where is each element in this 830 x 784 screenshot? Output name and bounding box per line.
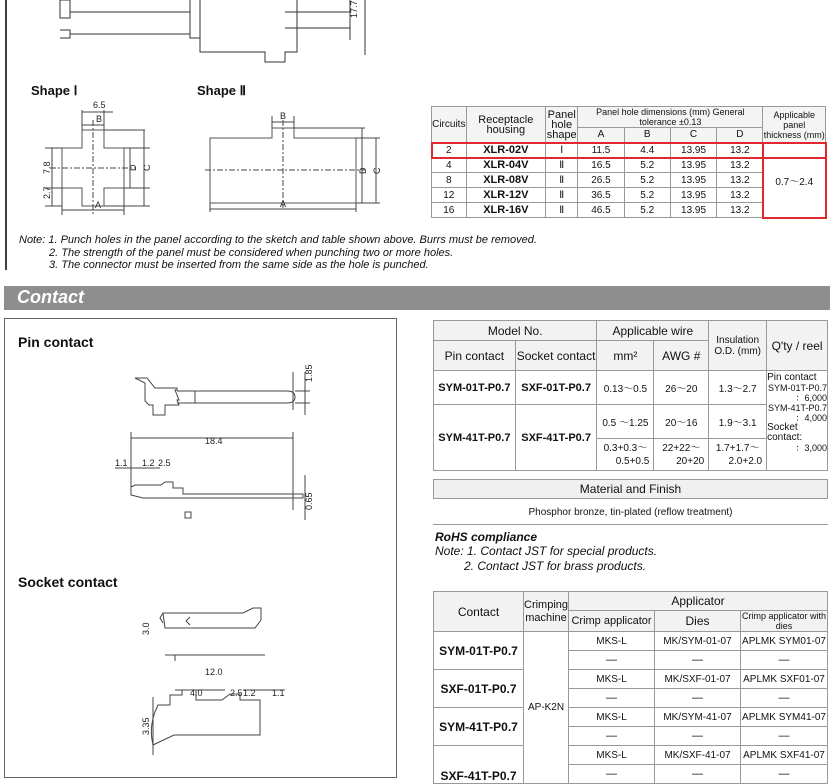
table-cell <box>709 439 767 471</box>
socket-contact-title: Socket contact <box>18 574 118 590</box>
dimension-label: 18.4 <box>205 436 223 446</box>
table-cell: SXF-01T-P0.7 <box>515 371 597 405</box>
table-cell: 13.95 <box>670 173 716 188</box>
table-cell: XLR-08V <box>466 173 546 188</box>
pin-contact-title: Pin contact <box>18 334 94 350</box>
table-cell: 13.95 <box>670 203 716 218</box>
table-cell: — <box>569 765 655 784</box>
table-row <box>434 708 828 727</box>
table-cell: — <box>569 727 655 746</box>
table-cell: 8 <box>432 173 467 188</box>
table-header-cell: Pin contact <box>434 341 516 371</box>
dimension-label: 2.7 <box>42 186 52 199</box>
table-cell: 2 <box>432 143 467 158</box>
panel-notes <box>19 234 537 272</box>
table-cell: — <box>655 765 741 784</box>
table-header-cell: Crimp applicator with dies <box>741 611 827 631</box>
table-cell: MKS-L <box>569 670 655 689</box>
table-header-cell: Socket contact <box>515 341 597 371</box>
table-header-cell: mm² <box>597 341 654 371</box>
panel-hole-table <box>431 106 826 218</box>
note-line: SYM-41T-P0.7 <box>767 403 827 413</box>
table-cell: SYM-41T-P0.7 <box>434 405 516 471</box>
table-cell <box>767 371 828 471</box>
note-line: Socket <box>767 422 798 433</box>
table-cell: 46.5 <box>578 203 624 218</box>
table-cell: — <box>741 689 828 708</box>
dimension-label: 7.8 <box>42 161 52 174</box>
applicator-table <box>433 591 828 784</box>
table-cell: — <box>655 689 741 708</box>
socket-contact-drawing <box>135 595 300 765</box>
shape1-drawing <box>40 100 160 215</box>
note-line: Note: 1. Punch holes in the panel according to the sketch and table shown above. Burrs must be removed. <box>19 234 537 246</box>
dimension-label: 2.5 <box>158 458 171 468</box>
shape2-drawing <box>205 108 385 213</box>
table-header-cell: Q'ty / reel <box>767 321 828 371</box>
dimension-label: 0.65 <box>304 492 314 510</box>
table-cell: — <box>569 651 655 670</box>
table-cell: 16 <box>432 203 467 218</box>
note-line: 2. Contact JST for brass products. <box>464 558 647 573</box>
table-cell: MK/SXF-01-07 <box>655 670 741 689</box>
table-cell: 12 <box>432 188 467 203</box>
top-dim-label: 17.7 <box>349 0 359 18</box>
table-cell: AP-K2N <box>524 632 569 784</box>
table-cell: 13.95 <box>670 188 716 203</box>
table-cell: 13.2 <box>717 203 763 218</box>
table-cell: 5.2 <box>624 173 670 188</box>
note-line: contact: <box>767 432 803 443</box>
table-cell: 5.2 <box>624 203 670 218</box>
table-cell <box>654 439 709 471</box>
table-cell: SXF-41T-P0.7 <box>515 405 597 471</box>
note-line: 1.7+1.7～ <box>715 442 760 454</box>
table-cell: XLR-02V <box>466 143 546 158</box>
material-value: Phosphor bronze, tin-plated (reflow treatment) <box>528 507 733 518</box>
table-header-cell: Contact <box>434 592 524 632</box>
dimension-label: 1.1 <box>115 458 128 468</box>
note-line: Pin contact <box>767 372 817 383</box>
table-cell: MKS-L <box>569 632 655 651</box>
table-row <box>434 670 828 689</box>
table-part <box>434 592 828 611</box>
table-cell: MK/SXF-41-07 <box>655 746 741 765</box>
table-cell: — <box>655 727 741 746</box>
th-circuits: Circuits <box>432 107 467 143</box>
dimension-label: 1.2 <box>243 688 256 698</box>
note-line: 2.0+2.0 <box>728 455 763 467</box>
note-line: ：6,000 <box>795 393 827 403</box>
th-shape: Panel hole shape <box>546 108 577 141</box>
dimension-label: 6.5 <box>93 100 106 110</box>
table-cell: 5.2 <box>624 188 670 203</box>
contact-notes <box>435 544 657 573</box>
table-cell: — <box>741 765 828 784</box>
dimension-label: B <box>96 114 103 124</box>
table-cell: 36.5 <box>578 188 624 203</box>
table-cell: XLR-12V <box>466 188 546 203</box>
table-cell: Ⅱ <box>546 173 578 188</box>
table-cell: — <box>741 727 828 746</box>
table-cell: XLR-04V <box>466 158 546 173</box>
table-row <box>434 746 828 765</box>
note-line: SYM-01T-P0.7 <box>767 383 827 393</box>
th-dims: Panel hole dimensions (mm) General tolerance ±0.13 <box>578 107 763 128</box>
table-header-cell: Applicable wire <box>597 321 709 341</box>
table-header-cell: Applicator <box>569 592 828 611</box>
table-cell: Ⅱ <box>546 188 578 203</box>
table-cell: 20～16 <box>654 405 709 439</box>
table-cell: MKS-L <box>569 746 655 765</box>
shape2-title: Shape Ⅱ <box>197 83 247 98</box>
table-cell: 13.2 <box>717 173 763 188</box>
dimension-label: B <box>280 111 287 121</box>
table-cell: 4 <box>432 158 467 173</box>
table-cell: 1.3～2.7 <box>709 371 767 405</box>
table-cell: Ⅱ <box>546 158 578 173</box>
table-cell: — <box>741 651 828 670</box>
dimension-label: C <box>142 164 152 171</box>
table-cell: 0.13～0.5 <box>597 371 654 405</box>
table-header-cell: A <box>578 128 624 143</box>
table-cell <box>597 439 654 471</box>
shape1-title: Shape Ⅰ <box>31 83 78 98</box>
dimension-label: 3.0 <box>141 622 151 635</box>
dimension-label: 1.2 <box>142 458 155 468</box>
table-cell: Ⅰ <box>546 143 578 158</box>
table-header-cell: Dies <box>655 611 741 632</box>
table-header-cell: Crimp applicator <box>569 611 655 632</box>
dimension-label: A <box>280 199 287 209</box>
table-header-cell: AWG # <box>654 341 709 371</box>
note-line: ：3,000 <box>795 443 827 453</box>
table-cell: 11.5 <box>578 143 624 158</box>
thickness-value: 0.7～2.4 <box>763 143 826 218</box>
wire-table <box>433 320 828 471</box>
table-cell: 13.2 <box>717 188 763 203</box>
table-cell: SYM-01T-P0.7 <box>434 371 516 405</box>
dimension-label: C <box>372 167 382 174</box>
th-thickness: Applicable panel thickness (mm) <box>763 107 826 143</box>
table-cell: 13.95 <box>670 143 716 158</box>
table-part <box>434 321 828 341</box>
rohs-label: RoHS compliance <box>435 530 538 544</box>
table-cell: 1.9～3.1 <box>709 405 767 439</box>
dimension-label: 12.0 <box>205 667 223 677</box>
connector-top-drawing <box>0 0 380 70</box>
table-row <box>434 371 828 405</box>
table-cell: 26～20 <box>654 371 709 405</box>
table-header-cell: B <box>624 128 670 143</box>
table-cell: 0.5 ～1.25 <box>597 405 654 439</box>
table-cell: MK/SYM-01-07 <box>655 632 741 651</box>
table-header-cell: D <box>717 128 763 143</box>
note-line: 2. The strength of the panel must be considered when punching two or more holes. <box>49 246 454 259</box>
table-row <box>432 143 826 158</box>
table-cell: 4.4 <box>624 143 670 158</box>
note-line: 3. The connector must be inserted from the same side as the hole is punched. <box>49 259 429 271</box>
dimension-label: A <box>95 200 102 210</box>
table-cell: 13.2 <box>717 158 763 173</box>
table-cell: APLMK SYM01-07 <box>741 632 828 651</box>
dimension-label: D <box>128 164 138 171</box>
note-line: Note: 1. Contact JST for special products. <box>435 544 658 558</box>
th-housing: Receptacle housing <box>466 107 546 143</box>
table-cell: APLMK SYM41-07 <box>741 708 828 727</box>
table-cell: SYM-01T-P0.7 <box>434 632 524 670</box>
dimension-label: 3.35 <box>141 717 151 735</box>
table-cell: SYM-41T-P0.7 <box>434 708 524 746</box>
dimension-label: 4.0 <box>190 688 203 698</box>
table-cell: SXF-01T-P0.7 <box>434 670 524 708</box>
table-cell: Ⅱ <box>546 203 578 218</box>
note-line: 20+20 <box>676 455 705 467</box>
note-line: 0.3+0.3～ <box>603 442 648 454</box>
table-header-cell: Crimping machine <box>524 592 569 632</box>
note-line: 22+22～ <box>662 442 701 454</box>
table-cell: 13.2 <box>717 143 763 158</box>
table-cell: 5.2 <box>624 158 670 173</box>
table-cell: MKS-L <box>569 708 655 727</box>
dimension-label: 2.5 <box>230 688 243 698</box>
dimension-label: 1.1 <box>272 688 285 698</box>
table-cell: 16.5 <box>578 158 624 173</box>
material-header: Material and Finish <box>433 479 828 499</box>
table-cell: SXF-41T-P0.7 <box>434 746 524 784</box>
table-header-cell: Model No. <box>434 321 597 341</box>
table-cell: 13.95 <box>670 158 716 173</box>
note-line: 0.5+0.5 <box>615 455 650 467</box>
table-cell: — <box>655 651 741 670</box>
pin-contact-drawing <box>105 360 335 530</box>
note-line: ：4,000 <box>795 413 827 423</box>
table-row <box>434 632 828 651</box>
table-part <box>432 107 826 128</box>
dimension-label: D <box>358 167 368 174</box>
table-header-cell: C <box>670 128 716 143</box>
table-cell: MK/SYM-41-07 <box>655 708 741 727</box>
table-cell: XLR-16V <box>466 203 546 218</box>
table-cell: APLMK SXF41-07 <box>741 746 828 765</box>
table-cell: — <box>569 689 655 708</box>
section-title-bar: Contact <box>4 286 830 310</box>
dimension-label: 1.85 <box>304 364 314 382</box>
table-cell: 26.5 <box>578 173 624 188</box>
table-header-cell: Insulation O.D. (mm) <box>709 321 767 371</box>
table-cell: APLMK SXF01-07 <box>741 670 828 689</box>
